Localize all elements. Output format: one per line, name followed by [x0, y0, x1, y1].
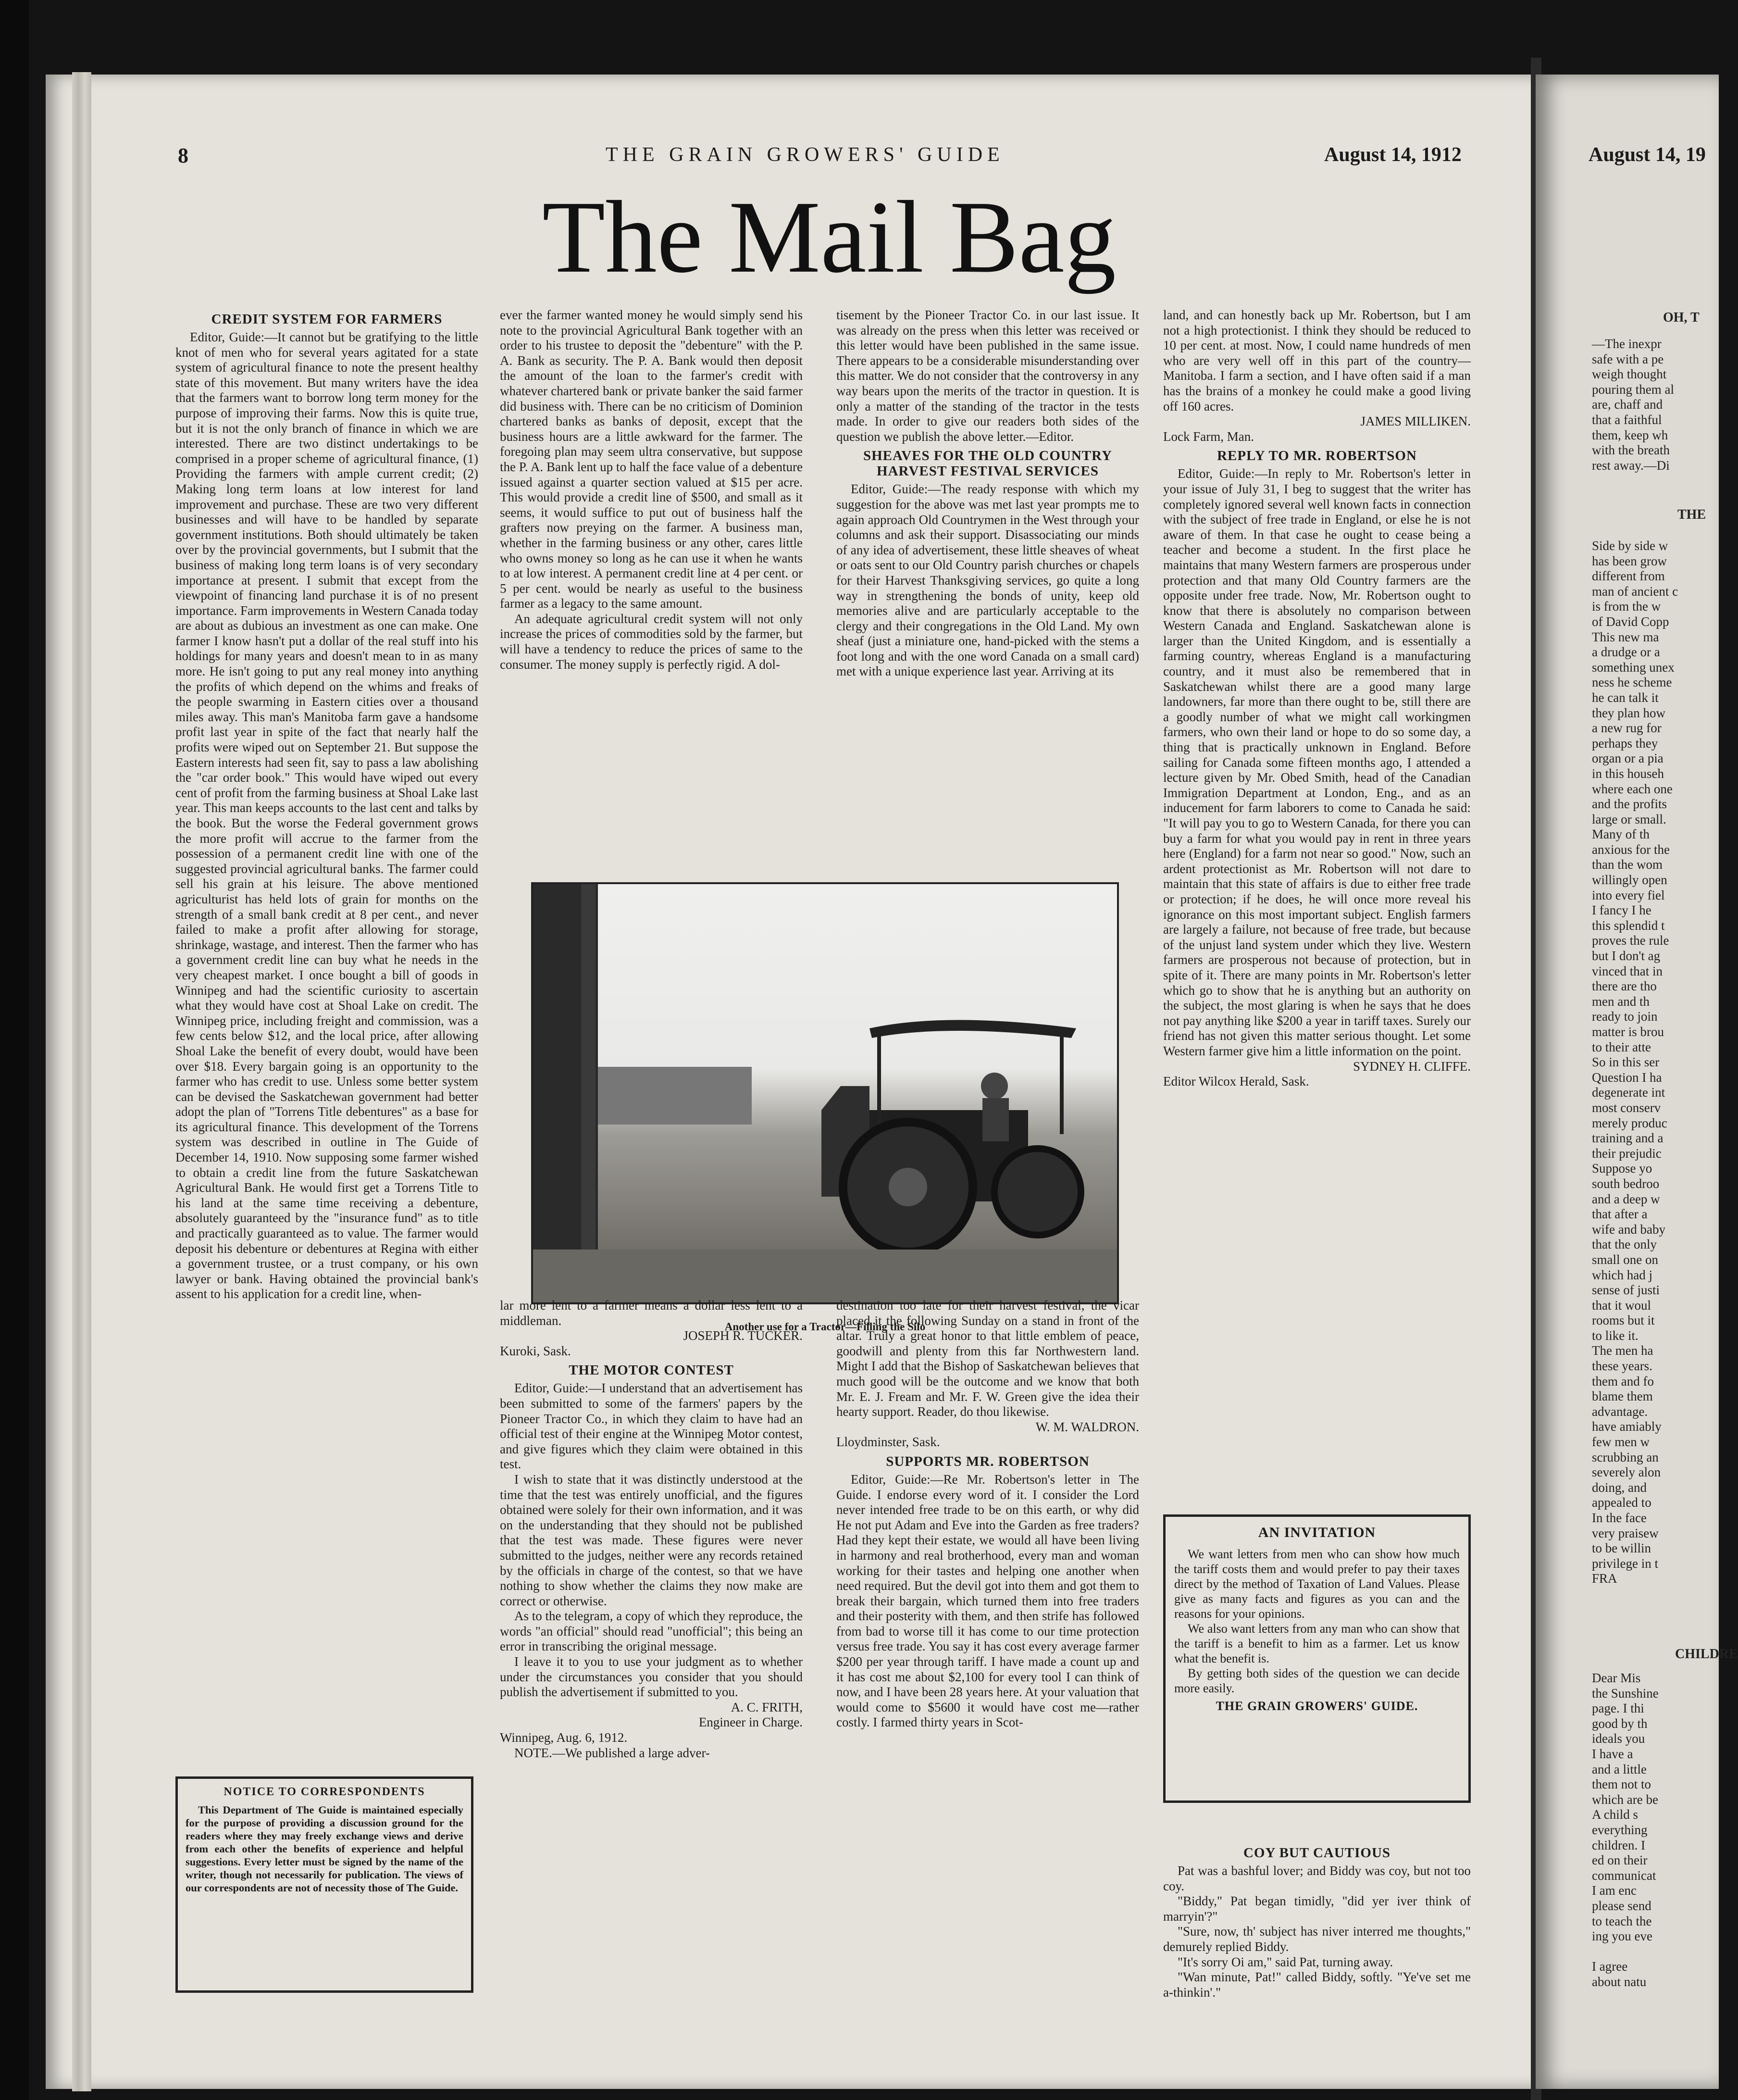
letter-body: I wish to state that it was distinctly understood at the time that the test was entirely unofficial, and the figures obtained were solely for their own information, and it was on the understanding that they should not be published that the test was made. These figures were never submitted to the judges, neither were any records retained by the officials in charge of the contest, so that we have nothing to show whether the claims they now make are correct or otherwise.: [500, 1472, 803, 1608]
right-page-line: FRA: [1592, 1571, 1617, 1586]
column-3-lower: [836, 1298, 1139, 1730]
right-page-line: that the only: [1592, 1237, 1657, 1252]
invitation-heading: AN INVITATION: [1258, 1525, 1376, 1540]
page-title: The Mail Bag: [542, 179, 1117, 294]
right-page-line: and a deep w: [1592, 1191, 1660, 1206]
right-page-line: everything: [1592, 1822, 1648, 1837]
letter-location: Winnipeg, Aug. 6, 1912.: [500, 1730, 628, 1745]
right-page-line: vinced that in: [1592, 963, 1663, 978]
article-heading: SHEAVES FOR THE OLD COUNTRY HARVEST FESTIVAL SERVICES: [863, 448, 1113, 479]
signature: JOSEPH R. TUCKER.: [683, 1328, 803, 1343]
letter-body: Editor, Guide:—Re Mr. Robertson's letter in The Guide. I endorse every word of it. I consider the Lord never intended free trade to be on this earth, or why did He not put Adam and Eve into the Garden as free traders? Had they kept their estate, we would all have been living in harmony and real brotherhood, every man and woman working for their tastes and helping one another when need required. But the devil got into them and got them to break their bargain, which turned them into free traders and their posterity with them, and then strife has followed from bad to worse till it has come to our time protection versus free trade. You say it has cost every average farmer $200 per year through tariff. I have made a count up and it has cost me about $2,100 for every tool I can think of now, and I have been 28 years here. At your valuation that would come to $5600 it would have cost me—rather costly. I farmed thirty years in Scot-: [836, 1472, 1139, 1730]
right-page-line: to like it.: [1592, 1328, 1639, 1343]
anecdote-line: "Biddy," Pat began timidly, "did yer iver think of marryin'?": [1163, 1894, 1471, 1924]
invitation-box: [1163, 1514, 1471, 1803]
right-page-line: small one on: [1592, 1252, 1658, 1267]
right-page-line: advantage.: [1592, 1404, 1648, 1419]
right-page-line: very praisew: [1592, 1525, 1659, 1540]
right-page-line: large or small.: [1592, 812, 1666, 826]
right-page-line: I have a: [1592, 1746, 1633, 1761]
right-page-line: degenerate int: [1592, 1085, 1665, 1100]
right-page-line: in this househ: [1592, 766, 1664, 781]
coy-but-cautious: [1163, 1841, 1471, 2000]
right-page-line: safe with a pe: [1592, 351, 1664, 366]
letter-body: An adequate agricultural credit system will not only increase the prices of commodities sold by the farmer, but will have a tendency to reduce the prices of same to the consumer. The money supply is perfectly rigid. A dol-: [500, 611, 803, 672]
anecdote-line: "Wan minute, Pat!" called Biddy, softly. "Ye've set me a-thinkin'.": [1163, 1970, 1471, 2000]
right-page-line: that it woul: [1592, 1298, 1651, 1312]
right-page-excerpt-2: [1592, 538, 1719, 1587]
notice-heading: NOTICE TO CORRESPONDENTS: [223, 1786, 425, 1798]
right-page-line: has been grow: [1592, 553, 1667, 568]
right-page-line: their prejudic: [1592, 1146, 1662, 1161]
right-page-line: In the face: [1592, 1511, 1647, 1525]
right-page-line: children. I: [1592, 1838, 1645, 1852]
right-page-line: privilege in t: [1592, 1556, 1658, 1571]
letter-body: I leave it to you to use your judgment as to whether under the circumstances you consider that you should publish the advertisement if submitted to you.: [500, 1654, 803, 1700]
invitation-signature: THE GRAIN GROWERS' GUIDE.: [1216, 1699, 1418, 1713]
right-page-line: page. I thi: [1592, 1701, 1644, 1716]
right-page-line: them not to: [1592, 1777, 1651, 1792]
right-page-line: of David Copp: [1592, 614, 1669, 629]
right-page-line: training and a: [1592, 1131, 1664, 1146]
tractor-photo: [531, 882, 1119, 1304]
right-page-line: them, keep wh: [1592, 427, 1668, 442]
right-page-line: man of ancient c: [1592, 584, 1678, 599]
right-page-line: they plan how: [1592, 705, 1665, 720]
letter-location: Editor Wilcox Herald, Sask.: [1163, 1074, 1309, 1089]
right-heading: THE: [1677, 507, 1706, 522]
right-page-line: are, chaff and: [1592, 397, 1663, 412]
anecdote-line: "It's sorry Oi am," said Pat, turning away.: [1178, 1954, 1393, 1969]
page-number: 8: [178, 144, 188, 167]
right-page-line: good by th: [1592, 1716, 1648, 1731]
right-page-line: I agree: [1592, 1959, 1628, 1974]
right-page-line: them and fo: [1592, 1374, 1654, 1388]
letter-body: land, and can honestly back up Mr. Robertson, but I am not a high protectionist. I think they should be reduced to 10 per cent. at most. Now, I could name hundreds of men who are very well off in this part of the country—Manitoba. I farm a section, and I have often said if a man has the brains of a monkey he could make a good living off 160 acres.: [1163, 308, 1471, 413]
signature: SYDNEY H. CLIFFE.: [1353, 1059, 1471, 1074]
letter-location: Lock Farm, Man.: [1163, 429, 1254, 444]
letter-location: Kuroki, Sask.: [500, 1343, 571, 1358]
right-page-line: rooms but it: [1592, 1313, 1655, 1328]
column-2-lower: [500, 1298, 803, 1761]
right-page-line: than the wom: [1592, 857, 1663, 872]
right-page-line: this splendid t: [1592, 918, 1665, 933]
right-page-line: is from the w: [1592, 599, 1661, 614]
article-heading: REPLY TO MR. ROBERTSON: [1217, 448, 1417, 464]
right-page-line: few men w: [1592, 1435, 1650, 1450]
right-page-line: to be willin: [1592, 1541, 1651, 1556]
right-page-line: sense of justi: [1592, 1283, 1660, 1298]
right-page-heading-1: [1663, 310, 1719, 325]
right-page-line: and the profits: [1592, 797, 1667, 812]
right-page-line: proves the rule: [1592, 933, 1669, 948]
right-page-line: I am enc: [1592, 1883, 1637, 1898]
right-page-line: appealed to: [1592, 1495, 1651, 1510]
column-1: [175, 308, 478, 1302]
signature: JAMES MILLIKEN.: [1360, 414, 1471, 429]
right-page-line: have amiably: [1592, 1419, 1662, 1434]
letter-location: Lloydminster, Sask.: [836, 1435, 940, 1450]
right-page-line: to teach the: [1592, 1913, 1652, 1928]
letter-body: ever the farmer wanted money he would simply send his note to the provincial Agricultural Bank together with an order to his trustee to deposit the "debenture" with the P. A. Bank as security. The P. A. Bank would then deposit the amount of the loan to the farmer's credit with whatever chartered bank or private banker the said farmer did business with. There can be no criticism of Dominion chartered banks as banks of deposit, except that the business hours are a little awkward for the farmer. The foregoing plan may seem ultra conservative, but suppose the P. A. Bank lent up to half the face value of a debenture issued against a quarter section valued at $15 per acre. This would provide a credit line of $500, and small as it seems, it would suffice to put out of business half the grafters now preying on the farmer. A business man, whether in the farming business or any other, cares little who owns money so long as he can use it when he wants to at low interest. A permanent credit line at 4 per cent. or 5 per cent. would be nearly as useful to the business farmer as a legacy to the same amount.: [500, 308, 803, 611]
right-page-line: anxious for the: [1592, 842, 1670, 857]
right-page-line: with the breath: [1592, 443, 1670, 458]
article-heading: SUPPORTS MR. ROBERTSON: [886, 1453, 1090, 1469]
article-heading: COY BUT CAUTIOUS: [1243, 1845, 1391, 1861]
right-page-line: pouring them al: [1592, 382, 1674, 397]
right-page-line: into every fiel: [1592, 888, 1665, 902]
right-page-line: and a little: [1592, 1762, 1647, 1776]
letter-body: As to the telegram, a copy of which they reproduce, the words "an official" should read "unofficial"; this being an error in transcribing the original message.: [500, 1609, 803, 1654]
right-page-line: a drudge or a: [1592, 645, 1660, 660]
right-page-line: ness he scheme: [1592, 675, 1672, 690]
right-page-line: The men ha: [1592, 1343, 1653, 1358]
column-4: [1163, 308, 1471, 1089]
right-page-line: perhaps they: [1592, 736, 1658, 750]
letter-body: destination too late for their harvest festival, the vicar placed it the following Sunday on a stand in front of the altar. Truly a great honor to that little emblem of peace, goodwill and plenty from this far Northwestern land. Might I add that the Bishop of Saskatchewan believes that much good will be the outcome and we know that both Mr. E. J. Fream and Mr. F. W. Green give the idea their hearty support. Reader, do thou likewise.: [836, 1298, 1139, 1419]
right-page-line: please send: [1592, 1898, 1651, 1913]
right-heading: CHILDRE: [1675, 1647, 1738, 1662]
right-page-line: something unex: [1592, 660, 1675, 675]
page-edges: [72, 72, 91, 2091]
right-page-line: where each one: [1592, 781, 1673, 796]
right-page-line: he can talk it: [1592, 690, 1659, 705]
editor-note: NOTE.—We published a large adver-: [514, 1745, 710, 1760]
signature: A. C. FRITH,: [731, 1700, 803, 1714]
right-page-line: men and th: [1592, 994, 1650, 1009]
right-page-line: different from: [1592, 569, 1665, 584]
book-spine: [0, 0, 29, 2100]
right-page-line: but I don't ag: [1592, 949, 1661, 963]
right-page-date: August 14, 19: [1589, 144, 1706, 166]
right-page-line: that a faithful: [1592, 412, 1662, 427]
right-page-line: a new rug for: [1592, 721, 1662, 736]
right-page-line: willingly open: [1592, 873, 1667, 888]
right-page-line: which had j: [1592, 1267, 1652, 1282]
right-page-line: weigh thought: [1592, 367, 1667, 382]
letter-body: Editor, Guide:—The ready response with which my suggestion for the above was met last year prompts me to again approach Old Countrymen in the West through your columns and ask their support. Disassociating our minds of any idea of advertisement, these little sheaves of wheat or oats sent to our Old Country parish churches or chapels for their Harvest Thanksgiving services, go quite a long way in strengthening the bonds of unity, keep old memories alive and are particularly acceptable to the clergy and their congregations in the Old Land. My own sheaf (just a miniature one, hand-picked with the stems a foot long and with the one word Canada on a small card) met with a unique experience last year. Arriving at its: [836, 482, 1139, 679]
right-page-line: [1592, 1944, 1719, 1960]
right-page-line: I fancy I he: [1592, 903, 1651, 918]
running-title: THE GRAIN GROWERS' GUIDE: [606, 144, 1005, 166]
letter-body: lar more lent to a farmer means a dollar less lent to a middleman.: [500, 1298, 803, 1328]
letter-body: Editor, Guide:—In reply to Mr. Robertson's letter in your issue of July 31, I beg to suggest that the writer has completely ignored several well known facts in connection with the subject of free trade in England, or else he is not aware of them. In that case he ought to cease being a teacher and become a student. In the first place he maintains that many Western farmers are prosperous under protection and that many Old Country farmers are the opposite under free trade. Now, Mr. Robertson ought to know that there is absolutely no comparison between Western Canada and England. Saskatchewan alone is larger than the United Kingdom, and is essentially a farming country, whereas England is a manufacturing country, and it must also be remembered that in Saskatchewan whilst there are a good many large landowners, far more than there ought to be, still there are a goodly number of what we might call workingmen farmers, who own their land or hope to do so some day, a thing that is practically unknown in England. Before sailing for Canada some fifteen months ago, I attended a lecture given by Mr. Obed Smith, head of the Canadian Immigration Department at London, Eng., and as an inducement for farm laborers to come to Canada he said: "It will pay you to go to Western Canada, for there you can buy a farm for what you would pay in rent in three years here (England) for a farm not near so good." Now, such an ardent protectionist as Mr. Robertson will not dare to maintain that this state of affairs is due to either free trade or protection; if he does, he will once more reveal his ignorance on this most important subject. English farmers are largely a failure, not because of free trade, but because of the unjust land system under which they live. Western farmers are prosperous not because of protection, but in spite of it. There are many points in Mr. Robertson's letter which go to show that he is anything but an authority on the subject, the most glaring is when he says that he does not pay anything like $200 a year in tariff taxes. Surely our friend has not given this matter serious thought. Let some Western farmer give him a little information on the point.: [1163, 466, 1471, 1058]
right-page-line: So in this ser: [1592, 1055, 1660, 1070]
invitation-body: We want letters from men who can show how much the tariff costs them and would prefer to pay their taxes direct by the method of Taxation of Land Values. Please give as many facts and figures as you can and the reasons for your opinions.: [1174, 1547, 1460, 1621]
right-page-excerpt-3: [1592, 1671, 1719, 1989]
right-page-line: which are be: [1592, 1792, 1658, 1807]
right-page-heading-2: [1677, 507, 1719, 523]
right-heading: OH, T: [1663, 310, 1700, 325]
right-page-line: rest away.—Di: [1592, 458, 1670, 473]
letter-body: Editor, Guide:—It cannot but be gratifying to the little knot of men who for several years agitated for a state system of agricultural finance to note the present healthy state of this movement. But many writers have the idea that the farmers want to borrow long term money for the purpose of improving their farms. Now this is quite true, but it is not the only branch of finance in which we are interested. There are two distinct undertakings to be comprised in a proper scheme of agricultural finance, (1) Providing the farmers with ample current credit; (2) Making long term loans at low interest for land improvement and purchase. These are two very different businesses and will have to be handled by separate government institutions. Both should ultimately be taken over by the provincial governments, but I submit that the business of making long term loans is of very secondary importance at present. I submit that except from the viewpoint of financing land purchase it is of no present importance. Farm improvements in Western Canada today are about as dubious an investment as one can make. One farmer I know hasn't put a dollar of the real stuff into his holdings for many years and doesn't mean to in as many more. He isn't going to put any real money into anything the profits of which depend on the whims and freaks of the people swarming in Eastern cities over a thousand miles away. This man's Manitoba farm gave a handsome profit last year in spite of the fact that nearly half the profits were wiped out on September 21. But suppose the Eastern interests had seen fit, say to pass a law abolishing the "car order book." This would have wiped out every cent of profit from the farming business at Shoal Lake last year. This man keeps accounts to the last cent and talks by the book. But the worse the Federal government grows the more profit will accrue to the farmer from the possession of a permanent credit line with one of the suggested provincial agricultural banks. The farmer could sell his grain at his leisure. The above mentioned agriculturist has held lots of grain for months on the strength of a small bank credit at 8 per cent., and never failed to make a profit after allowing for storage, shrinkage, wastage, and interest. Then the farmer who has a government credit line can buy what he needs in the very cheapest market. I once bought a bill of goods in Winnipeg and had the scientific curiosity to ascertain what they would have cost at Shoal Lake on credit. The Winnipeg price, including freight and commission, was a few cents below $12, and the local price, after allowing Shoal Lake the benefit of every doubt, would have been over $18. Every bargain going is an opportunity to the farmer who has credit to use. Unless some better system can be devised the Saskatchewan government had better adopt the plan of "Torrens Title debentures" as a base for its agricultural finance. This development of the Torrens system was described in outline in The Guide of December 14, 1910. Now supposing some farmer wished to obtain a credit line from the future Saskatchewan Agricultural Bank. He would first get a Torrens Title to his land at the same time receiving a debenture, absolutely guaranteed by the "insurance fund" as to title and practically guaranteed as to value. The farmer would deposit his debenture or debentures at Regina with either a government trustee, or a trust company, or his own lawyer or bank. Having obtained the provincial bank's assent to his application for a credit line, when-: [175, 330, 478, 1301]
editor-note: tisement by the Pioneer Tractor Co. in our last issue. It was already on the press when this letter was received or this letter would have been published in the same issue. There appears to be a considerable misunderstanding over this matter. We do not consider that the controversy in any way bears upon the merits of the tractor in question. It is only a matter of the standing of the tractor in the tests made. In order to give our readers both sides of the question we publish the above letter.—Editor.: [836, 308, 1139, 444]
right-page-excerpt-1: [1592, 337, 1719, 473]
right-page-line: there are tho: [1592, 979, 1657, 994]
right-page-line: south bedroo: [1592, 1176, 1660, 1191]
right-page-line: these years.: [1592, 1359, 1652, 1374]
right-page-line: about natu: [1592, 1974, 1647, 1989]
right-page-line: merely produc: [1592, 1115, 1667, 1130]
notice-box: [175, 1776, 473, 1993]
right-page-line: doing, and: [1592, 1480, 1647, 1495]
anecdote-line: "Sure, now, th' subject has niver interred me thoughts," demurely replied Biddy.: [1163, 1924, 1471, 1954]
right-page-line: communicat: [1592, 1868, 1656, 1883]
article-heading: THE MOTOR CONTEST: [569, 1362, 734, 1378]
right-page-line: Question I ha: [1592, 1070, 1662, 1085]
right-page-line: severely alon: [1592, 1465, 1661, 1480]
right-page-line: Many of th: [1592, 827, 1650, 842]
right-page-line: organ or a pia: [1592, 751, 1664, 766]
invitation-body: We also want letters from any man who can show that the tariff is a benefit to him as a farmer. Let us know what the benefit is.: [1174, 1622, 1460, 1665]
right-page-line: Dear Mis: [1592, 1671, 1641, 1685]
right-page-line: to their atte: [1592, 1039, 1651, 1054]
right-page-line: the Sunshine: [1592, 1686, 1659, 1700]
issue-date: August 14, 1912: [1324, 144, 1462, 166]
right-page-line: This new ma: [1592, 629, 1659, 644]
right-page-line: wife and baby: [1592, 1222, 1665, 1237]
right-page-heading-3: [1675, 1647, 1738, 1662]
right-page-line: most conserv: [1592, 1100, 1661, 1115]
right-page-line: scrubbing an: [1592, 1450, 1659, 1464]
invitation-body: By getting both sides of the question we can decide more easily.: [1174, 1666, 1460, 1695]
right-page-line: ready to join: [1592, 1009, 1658, 1024]
anecdote-line: Pat was a bashful lover; and Biddy was coy, but not too coy.: [1163, 1863, 1471, 1893]
right-page-line: A child s: [1592, 1807, 1639, 1822]
photo-caption: Another use for a Tractor—Filling the Silo: [724, 1321, 926, 1333]
column-2: [500, 308, 803, 672]
right-page-line: —The inexpr: [1592, 337, 1662, 351]
column-3: [836, 308, 1139, 679]
right-page-line: ing you eve: [1592, 1929, 1652, 1944]
article-heading: CREDIT SYSTEM FOR FARMERS: [211, 312, 443, 327]
right-page-line: matter is brou: [1592, 1025, 1664, 1039]
right-page-line: that after a: [1592, 1207, 1648, 1222]
signature-title: Engineer in Charge.: [698, 1715, 803, 1730]
right-page-line: ed on their: [1592, 1853, 1648, 1868]
tractor-illustration: [533, 884, 1117, 1302]
notice-body: This Department of The Guide is maintained especially for the purpose of providing a discussion ground for the readers where they may freely exchange views and derive from each other the benefits of experience and helpful suggestions. Every letter must be signed by the name of the writer, though not necessarily for publication. The views of our correspondents are not of necessity those of The Guide.: [186, 1804, 463, 1894]
right-page-line: ideals you: [1592, 1731, 1645, 1746]
right-page-line: Suppose yo: [1592, 1161, 1652, 1176]
signature: W. M. WALDRON.: [1035, 1419, 1139, 1434]
right-page-line: blame them: [1592, 1389, 1653, 1404]
letter-body: Editor, Guide:—I understand that an advertisement has been submitted to some of the farmers' papers by the Pioneer Tractor Co., in which they claim to have had an official test of their engine at the Winnipeg Motor contest, and give figures which they claim were obtained in this test.: [500, 1381, 803, 1472]
right-page-line: Side by side w: [1592, 538, 1668, 553]
